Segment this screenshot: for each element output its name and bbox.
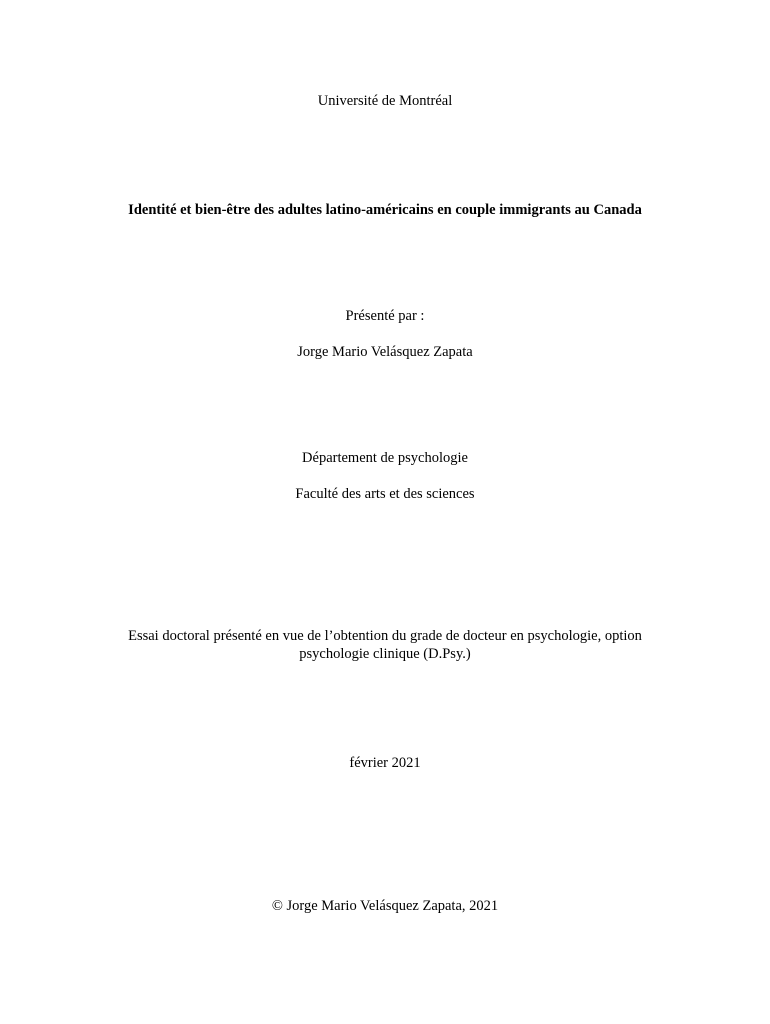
department-name: Département de psychologie [302, 450, 468, 466]
degree-statement-line-1: Essai doctoral présenté en vue de l’obtention du grade de docteur en psychologie, option [128, 628, 642, 644]
submission-date: février 2021 [349, 755, 421, 771]
author-name: Jorge Mario Velásquez Zapata [297, 344, 473, 360]
degree-statement [0, 627, 770, 663]
faculty-name: Faculté des arts et des sciences [295, 486, 475, 502]
presented-by-label: Présenté par : [345, 308, 425, 324]
copyright-notice: © Jorge Mario Velásquez Zapata, 2021 [271, 898, 499, 914]
university-name: Université de Montréal [317, 93, 453, 109]
degree-statement-line-2: psychologie clinique (D.Psy.) [299, 646, 471, 662]
thesis-title: Identité et bien-être des adultes latino-américains en couple immigrants au Canada [128, 202, 642, 218]
